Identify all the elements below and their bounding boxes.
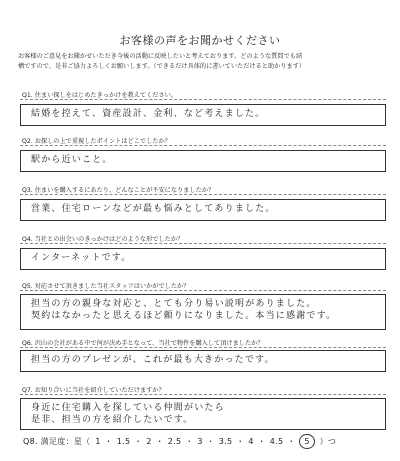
answer-line: 是非、担当の方を紹介したいです。 <box>31 415 194 425</box>
divider <box>20 145 386 146</box>
rating-option[interactable]: 3.5 <box>218 437 233 446</box>
question-label: Q1. 住まい探しをはじめたきっかけを教えてください。 <box>22 92 178 99</box>
rating-option[interactable]: 2.5 <box>167 437 182 446</box>
intro-line: 構ですので、是非ご協力よろしくお願いします。（できるだけ具体的に書いていただけると助かります） <box>18 63 306 70</box>
page-title: お客様の声をお聞かせください <box>119 34 281 47</box>
answer-line: 担当の方の親身な対応と、とても分り易い説明がありました。 <box>31 299 317 309</box>
answer-box[interactable]: 営業、住宅ローンなどが最も悩みとしてありました。 <box>20 199 386 221</box>
rating-option[interactable]: 2 <box>146 437 152 446</box>
answer-box[interactable] <box>20 398 386 430</box>
divider <box>20 394 386 395</box>
question-label: Q4. 当社との出会いのきっかけはどのような形でしたか？ <box>22 236 184 243</box>
answer-line: 契約はなかったと思えるほど頼りになりました。本当に感謝です。 <box>31 311 337 321</box>
rating-option[interactable]: 1.5 <box>116 437 131 446</box>
question-label: Q6. 沢山の会社がある中で何が決め手となって、当社で物件を購入して頂けましたか？ <box>22 340 264 347</box>
satisfaction-suffix: ）つ <box>319 437 337 446</box>
question-label: Q7. お知り合いに当社を紹介していただけますか？ <box>22 387 165 394</box>
question-label: Q5. 対応させて頂きました当社スタッフはいかがでしたか？ <box>22 283 190 290</box>
divider <box>20 290 386 291</box>
question-label: Q2. お探しの上で重視したポイントはどこでしたか？ <box>22 138 171 145</box>
answer-line: 身近に住宅購入を探している仲間がいたら <box>31 403 225 413</box>
divider <box>20 347 386 348</box>
satisfaction-label: Q8. 満足度：星（ <box>23 437 91 446</box>
intro-line: お客様のご意見をお聞かせいただき今後の活動に反映したいと考えております。どのような質問でも結 <box>18 53 303 60</box>
answer-box[interactable]: 担当の方のプレゼンが、これが最も大きかったです。 <box>20 350 386 372</box>
intro-text <box>18 52 386 72</box>
answer-box[interactable]: 結婚を控えて、資産設計、金利、など考えました。 <box>20 104 386 126</box>
rating-option-selected[interactable]: 5 <box>299 434 314 449</box>
answer-box[interactable] <box>20 294 386 330</box>
divider <box>20 194 386 195</box>
rating-option[interactable]: 1 <box>95 437 101 446</box>
question-label: Q3. 住まいを購入するにあたり、どんなことが不安になりましたか？ <box>22 187 215 194</box>
divider <box>20 243 386 244</box>
rating-option[interactable]: 4 <box>248 437 254 446</box>
answer-box[interactable]: 駅から近いこと。 <box>20 150 386 172</box>
rating-option[interactable]: 3 <box>197 437 203 446</box>
rating-option[interactable]: 4.5 <box>269 437 284 446</box>
divider <box>20 99 386 100</box>
answer-box[interactable]: インターネットです。 <box>20 248 386 270</box>
satisfaction-row: Q8. 満足度：星（ 1 ・ 1.5 ・ 2 ・ 2.5 ・ 3 ・ 3.5 ・ 4 ・ 4.5 ・ 5 ）つ <box>22 434 337 449</box>
